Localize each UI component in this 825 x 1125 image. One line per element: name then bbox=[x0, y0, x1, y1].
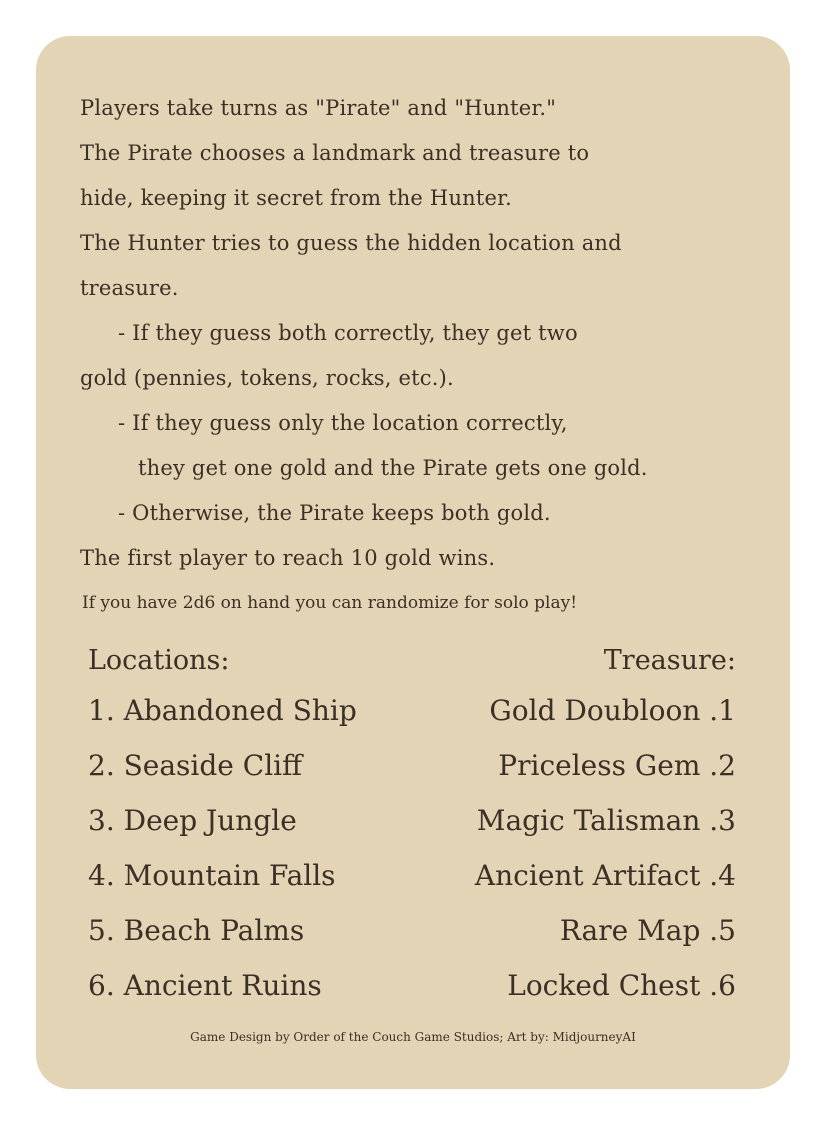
location-item: 5. Beach Palms bbox=[88, 914, 305, 947]
location-item: 2. Seaside Cliff bbox=[88, 749, 303, 782]
credits-footer: Game Design by Order of the Couch Game Studios; Art by: MidjourneyAI bbox=[190, 1030, 636, 1044]
rules-line: they get one gold and the Pirate gets one gold. bbox=[138, 456, 648, 480]
solo-play-note: If you have 2d6 on hand you can randomize for solo play! bbox=[82, 593, 578, 613]
treasure-header: Treasure: bbox=[603, 645, 736, 676]
rules-card bbox=[36, 36, 790, 1089]
treasure-item: Gold Doubloon .1 bbox=[489, 694, 736, 727]
rules-line: Players take turns as "Pirate" and "Hunter." bbox=[80, 96, 557, 120]
table-row bbox=[88, 743, 736, 798]
rules-line: - Otherwise, the Pirate keeps both gold. bbox=[118, 501, 551, 525]
rules-line: The first player to reach 10 gold wins. bbox=[80, 546, 496, 570]
locations-header: Locations: bbox=[88, 645, 230, 676]
table-row bbox=[88, 853, 736, 908]
table-header-row bbox=[88, 638, 736, 688]
location-item: 3. Deep Jungle bbox=[88, 804, 297, 837]
rules-line: The Pirate chooses a landmark and treasure to bbox=[80, 141, 590, 165]
rules-line: treasure. bbox=[80, 276, 179, 300]
treasure-item: Magic Talisman .3 bbox=[476, 804, 736, 837]
rules-line: - If they guess both correctly, they get two bbox=[118, 321, 578, 345]
treasure-item: Rare Map .5 bbox=[559, 914, 736, 947]
rules-line: - If they guess only the location correctly, bbox=[118, 411, 568, 435]
treasure-item: Priceless Gem .2 bbox=[498, 749, 736, 782]
rules-line: gold (pennies, tokens, rocks, etc.). bbox=[80, 366, 454, 390]
table-row bbox=[88, 963, 736, 1018]
location-item: 4. Mountain Falls bbox=[88, 859, 336, 892]
treasure-item: Ancient Artifact .4 bbox=[474, 859, 736, 892]
table-row bbox=[88, 688, 736, 743]
rules-text bbox=[80, 86, 770, 581]
location-item: 1. Abandoned Ship bbox=[88, 694, 357, 727]
location-item: 6. Ancient Ruins bbox=[88, 969, 322, 1002]
locations-treasure-table bbox=[88, 638, 736, 1018]
rules-line: The Hunter tries to guess the hidden location and bbox=[80, 231, 622, 255]
rules-line: hide, keeping it secret from the Hunter. bbox=[80, 186, 512, 210]
treasure-item: Locked Chest .6 bbox=[507, 969, 736, 1002]
table-row bbox=[88, 798, 736, 853]
table-row bbox=[88, 908, 736, 963]
